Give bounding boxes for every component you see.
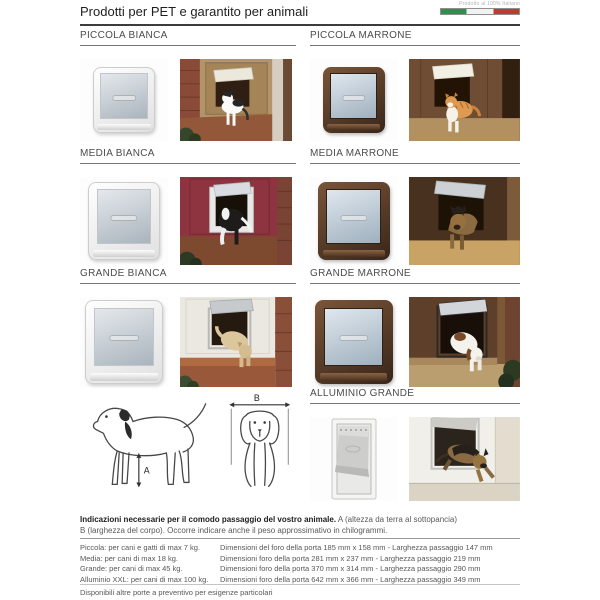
size-dims: Dimensioni foro della porta 281 mm x 237 mm - Larghezza passaggio 219 mm [220,553,481,563]
door-logo-pill [342,95,366,101]
pet-door-brown-medium [318,182,390,260]
section-alluminio-grande [310,388,520,501]
photo-media-bianca [180,177,292,265]
door-lip [320,373,387,381]
size-table [80,543,520,585]
divider-above-size-table [80,538,520,539]
italian-flag-icon [440,8,520,15]
size-name: Alluminio XXL: per cani di max 100 kg. [80,574,209,584]
section-media-marrone [310,148,520,265]
photo-alluminio-grande [409,417,520,501]
product-image-grande-marrone [310,297,397,387]
product-image-alluminio-grande [310,417,397,501]
passage-notes [80,514,520,536]
section-grande-bianca [80,268,296,387]
door-lip [90,373,157,381]
door-lip [323,250,385,257]
pet-door-aluminium [324,417,384,501]
page-content [80,0,520,600]
section-header-piccola-marrone: PICCOLA MARRONE [310,30,520,46]
photo-media-marrone [409,177,520,265]
shepherd-leaping-white-door-photo [409,417,520,501]
dog-measurement-diagram [80,392,296,508]
notes-rest: A (altezza da terra al sottopancia) [336,515,458,524]
divider-above-footer [80,584,520,585]
notes-line-1 [80,514,520,525]
diagram-label-a: A [143,465,150,476]
size-dims: Dimensioni foro della porta 370 mm x 314 mm - Larghezza passaggio 290 mm [220,564,481,573]
shepherd-through-dark-door-photo [409,177,520,265]
section-header-grande-marrone: GRANDE MARRONE [310,268,520,284]
section-header-media-marrone: MEDIA MARRONE [310,148,520,164]
pet-door-white-medium [88,182,160,260]
size-dims: Dimensioni del foro della porta 185 mm x 158 mm - Larghezza passaggio 147 mm [220,543,493,552]
product-image-media-bianca [80,177,168,265]
footer-note: Disponibili altre porte a preventivo per esigenze particolari [80,588,273,597]
door-logo-pill [110,215,137,221]
pet-door-white-large [85,300,163,384]
page-header [80,1,520,26]
photo-piccola-bianca [180,59,292,141]
cat-through-tan-door-photo [180,59,292,141]
notes-bold: Indicazioni necessarie per il comodo passaggio del vostro animale. [80,515,337,524]
door-logo-pill [339,335,369,341]
product-image-grande-bianca [80,297,168,387]
door-lip [97,124,150,130]
dog-through-red-door-photo [180,177,292,265]
table-row [80,543,520,554]
product-image-piccola-bianca [80,59,168,141]
section-header-grande-bianca: GRANDE BIANCA [80,268,296,284]
page-title: Prodotti per PET e garantito per animali [80,4,520,26]
size-dims: Dimensioni foro della porta 642 mm x 366 mm - Larghezza passaggio 349 mm [220,574,481,584]
product-image-piccola-marrone [310,59,397,141]
cat-through-brown-door-photo [409,59,520,141]
size-name: Grande: per cani di max 45 kg. [80,564,183,573]
door-lip [93,250,155,257]
dog-through-white-door-photo [180,297,292,387]
section-piccola-marrone [310,30,520,141]
spaniel-through-brown-door-photo [409,297,520,387]
door-logo-pill [340,215,367,221]
size-name: Media: per cani di max 18 kg. [80,553,178,563]
section-grande-marrone [310,268,520,387]
photo-grande-bianca [180,297,292,387]
section-piccola-bianca [80,30,296,141]
table-row [80,564,520,575]
section-header-alluminio-grande: ALLUMINIO GRANDE [310,388,520,404]
door-logo-pill [109,335,139,341]
door-lip [327,124,380,130]
badge-caption: Prodotto al 100% Italiano [459,1,520,7]
pet-door-white-small [93,67,155,133]
section-media-bianca [80,148,296,265]
pet-door-brown-large [315,300,393,384]
table-row [80,554,520,565]
photo-grande-marrone [409,297,520,387]
section-header-media-bianca: MEDIA BIANCA [80,148,296,164]
photo-piccola-marrone [409,59,520,141]
product-image-media-marrone [310,177,397,265]
diagram-label-b: B [253,392,260,403]
pet-door-brown-small [323,67,385,133]
size-name: Piccola: per cani e gatti di max 7 kg. [80,543,201,552]
section-header-piccola-bianca: PICCOLA BIANCA [80,30,296,46]
notes-line-2: B (larghezza del corpo). Occorre indicare anche il peso approssimativo in chilogrammi. [80,526,388,535]
door-logo-pill [112,95,136,101]
made-in-italy-badge [440,1,520,15]
